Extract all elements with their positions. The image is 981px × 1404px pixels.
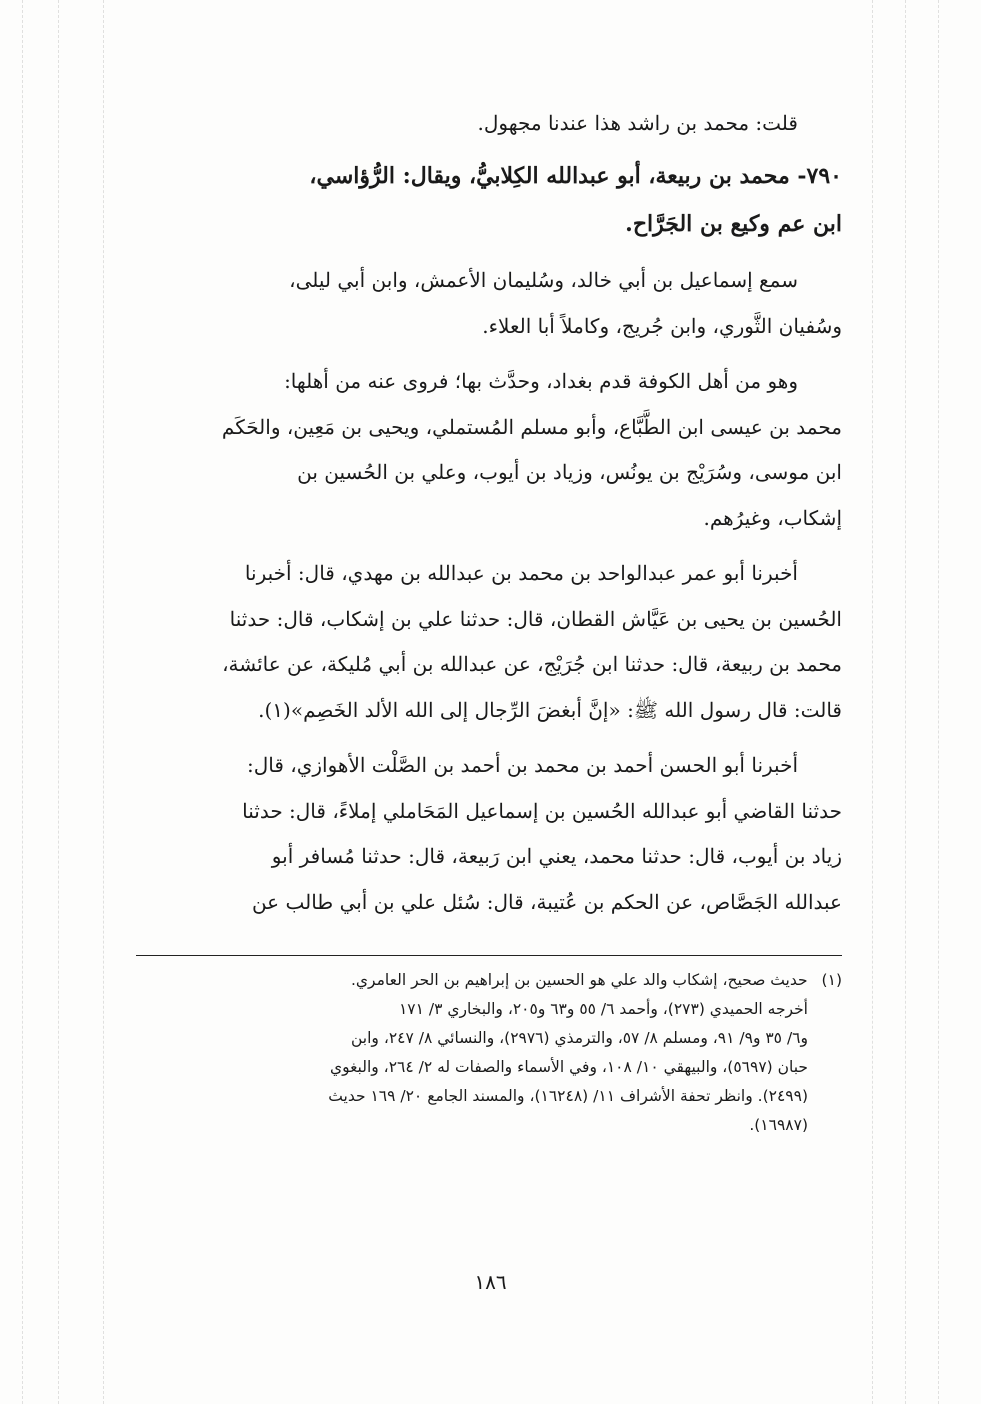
paragraph-line: عبدالله الجَصَّاص، عن الحكم بن عُتيبة، قال: سُئل علي بن أبي طالب عن [251,889,842,914]
paragraph-teachers [136,258,842,349]
scan-guide-line [905,0,906,1404]
heading-line: ٧٩٠- محمد بن ربيعة، أبو عبدالله الكِلابيُّ، ويقال: الرُّؤاسي، [309,163,842,189]
paragraph-line: حدثنا القاضي أبو عبدالله الحُسين بن إسماعيل المَحَاملي إملاءً، قال: حدثنا [242,798,842,823]
heading-line: ابن عم وكيع بن الجَرَّاح. [625,211,842,237]
paragraph-line: زياد بن أيوب، قال: حدثنا محمد، يعني ابن رَبيعة، قال: حدثنا مُسافر أبو [271,844,842,868]
paragraph-line: قالت: قال رسول الله ﷺ: «إنَّ أبغضَ الرِّجال إلى الله الألد الخَصِم»(١). [258,697,842,722]
paragraph-line: ابن موسى، وسُرَيْج بن يونُس، وزياد بن أيوب، وعلي بن الحُسين بن [297,460,842,484]
paragraph-line: أخبرنا أبو الحسن أحمد بن محمد بن أحمد بن الصَّلْت الأهوازي، قال: [246,753,798,777]
paragraph-line: وهو من أهل الكوفة قدم بغداد، وحدَّث بها؛ فروى عنه من أهلها: [284,369,798,393]
scan-guide-line [938,0,939,1404]
footnote-text: حديث صحيح، إشكاب والد علي هو الحسين بن إبراهيم بن الحر العامري. [351,971,808,989]
paragraph-line: محمد بن عيسى ابن الطَّبَّاع، وأبو مسلم المُستملي، ويحيى بن مَعِين، والحَكَم [221,414,842,439]
footnote-separator [136,955,842,956]
paragraph-line: وسُفيان الثَّوري، وابن جُريج، وكاملاً أبا العلاء. [482,313,842,338]
scan-guide-line [872,0,873,1404]
footnote-line: و٦/ ٣٥ و٩/ ٩١، ومسلم ٨/ ٥٧، والترمذي (٢٩٧٦)، والنسائي ٨/ ٢٤٧، وابن [351,1029,808,1047]
footnote-marker: (١) [821,971,842,989]
footnote-line: (١٦٩٨٧). [749,1116,808,1134]
footnote-line: أخرجه الحميدي (٢٧٣)، وأحمد ٦/ ٥٥ و٦٣ و٢٠٥، والبخاري ٣/ ١٧١ [398,1000,808,1018]
paragraph-line: محمد بن ربيعة، قال: حدثنا ابن جُرَيْج، عن عبدالله بن أبي مُليكة، عن عائشة، [222,652,842,676]
scan-guide-line [103,0,104,1404]
footnote-line [136,966,842,995]
intro-line: قلت: محمد بن راشد هذا عندنا مجهول. [477,111,798,135]
footnote-line: حبان (٥٦٩٧)، والبيهقي ١٠/ ١٠٨، وفي الأسماء والصفات له ٢/ ٢٦٤، والبغوي [329,1058,808,1076]
paragraph-hadith-2 [136,743,842,925]
scan-guide-line [22,0,23,1404]
paragraph-line: أخبرنا أبو عمر عبدالواحد بن محمد بن عبدالله بن مهدي، قال: أخبرنا [244,561,798,585]
paragraph-line: الحُسين بن يحيى بن عَيَّاش القطان، قال: حدثنا علي بن إشكاب، قال: حدثنا [229,606,842,631]
main-text [136,100,842,925]
paragraph-students [136,359,842,541]
paragraph-hadith-1 [136,551,842,733]
scan-guide-line [58,0,59,1404]
entry-heading [136,152,842,248]
footnotes [136,966,842,1140]
footnote-line: (٢٤٩٩). وانظر تحفة الأشراف ١١/ (١٦٢٤٨)، والمسند الجامع ٢٠/ ١٦٩ حديث [328,1087,808,1105]
page-number: ١٨٦ [474,1270,507,1294]
paragraph-line: سمع إسماعيل بن أبي خالد، وسُليمان الأعمش، وابن أبي ليلى، [289,268,798,292]
paragraph-line: إشكاب، وغيرُهم. [703,505,842,530]
